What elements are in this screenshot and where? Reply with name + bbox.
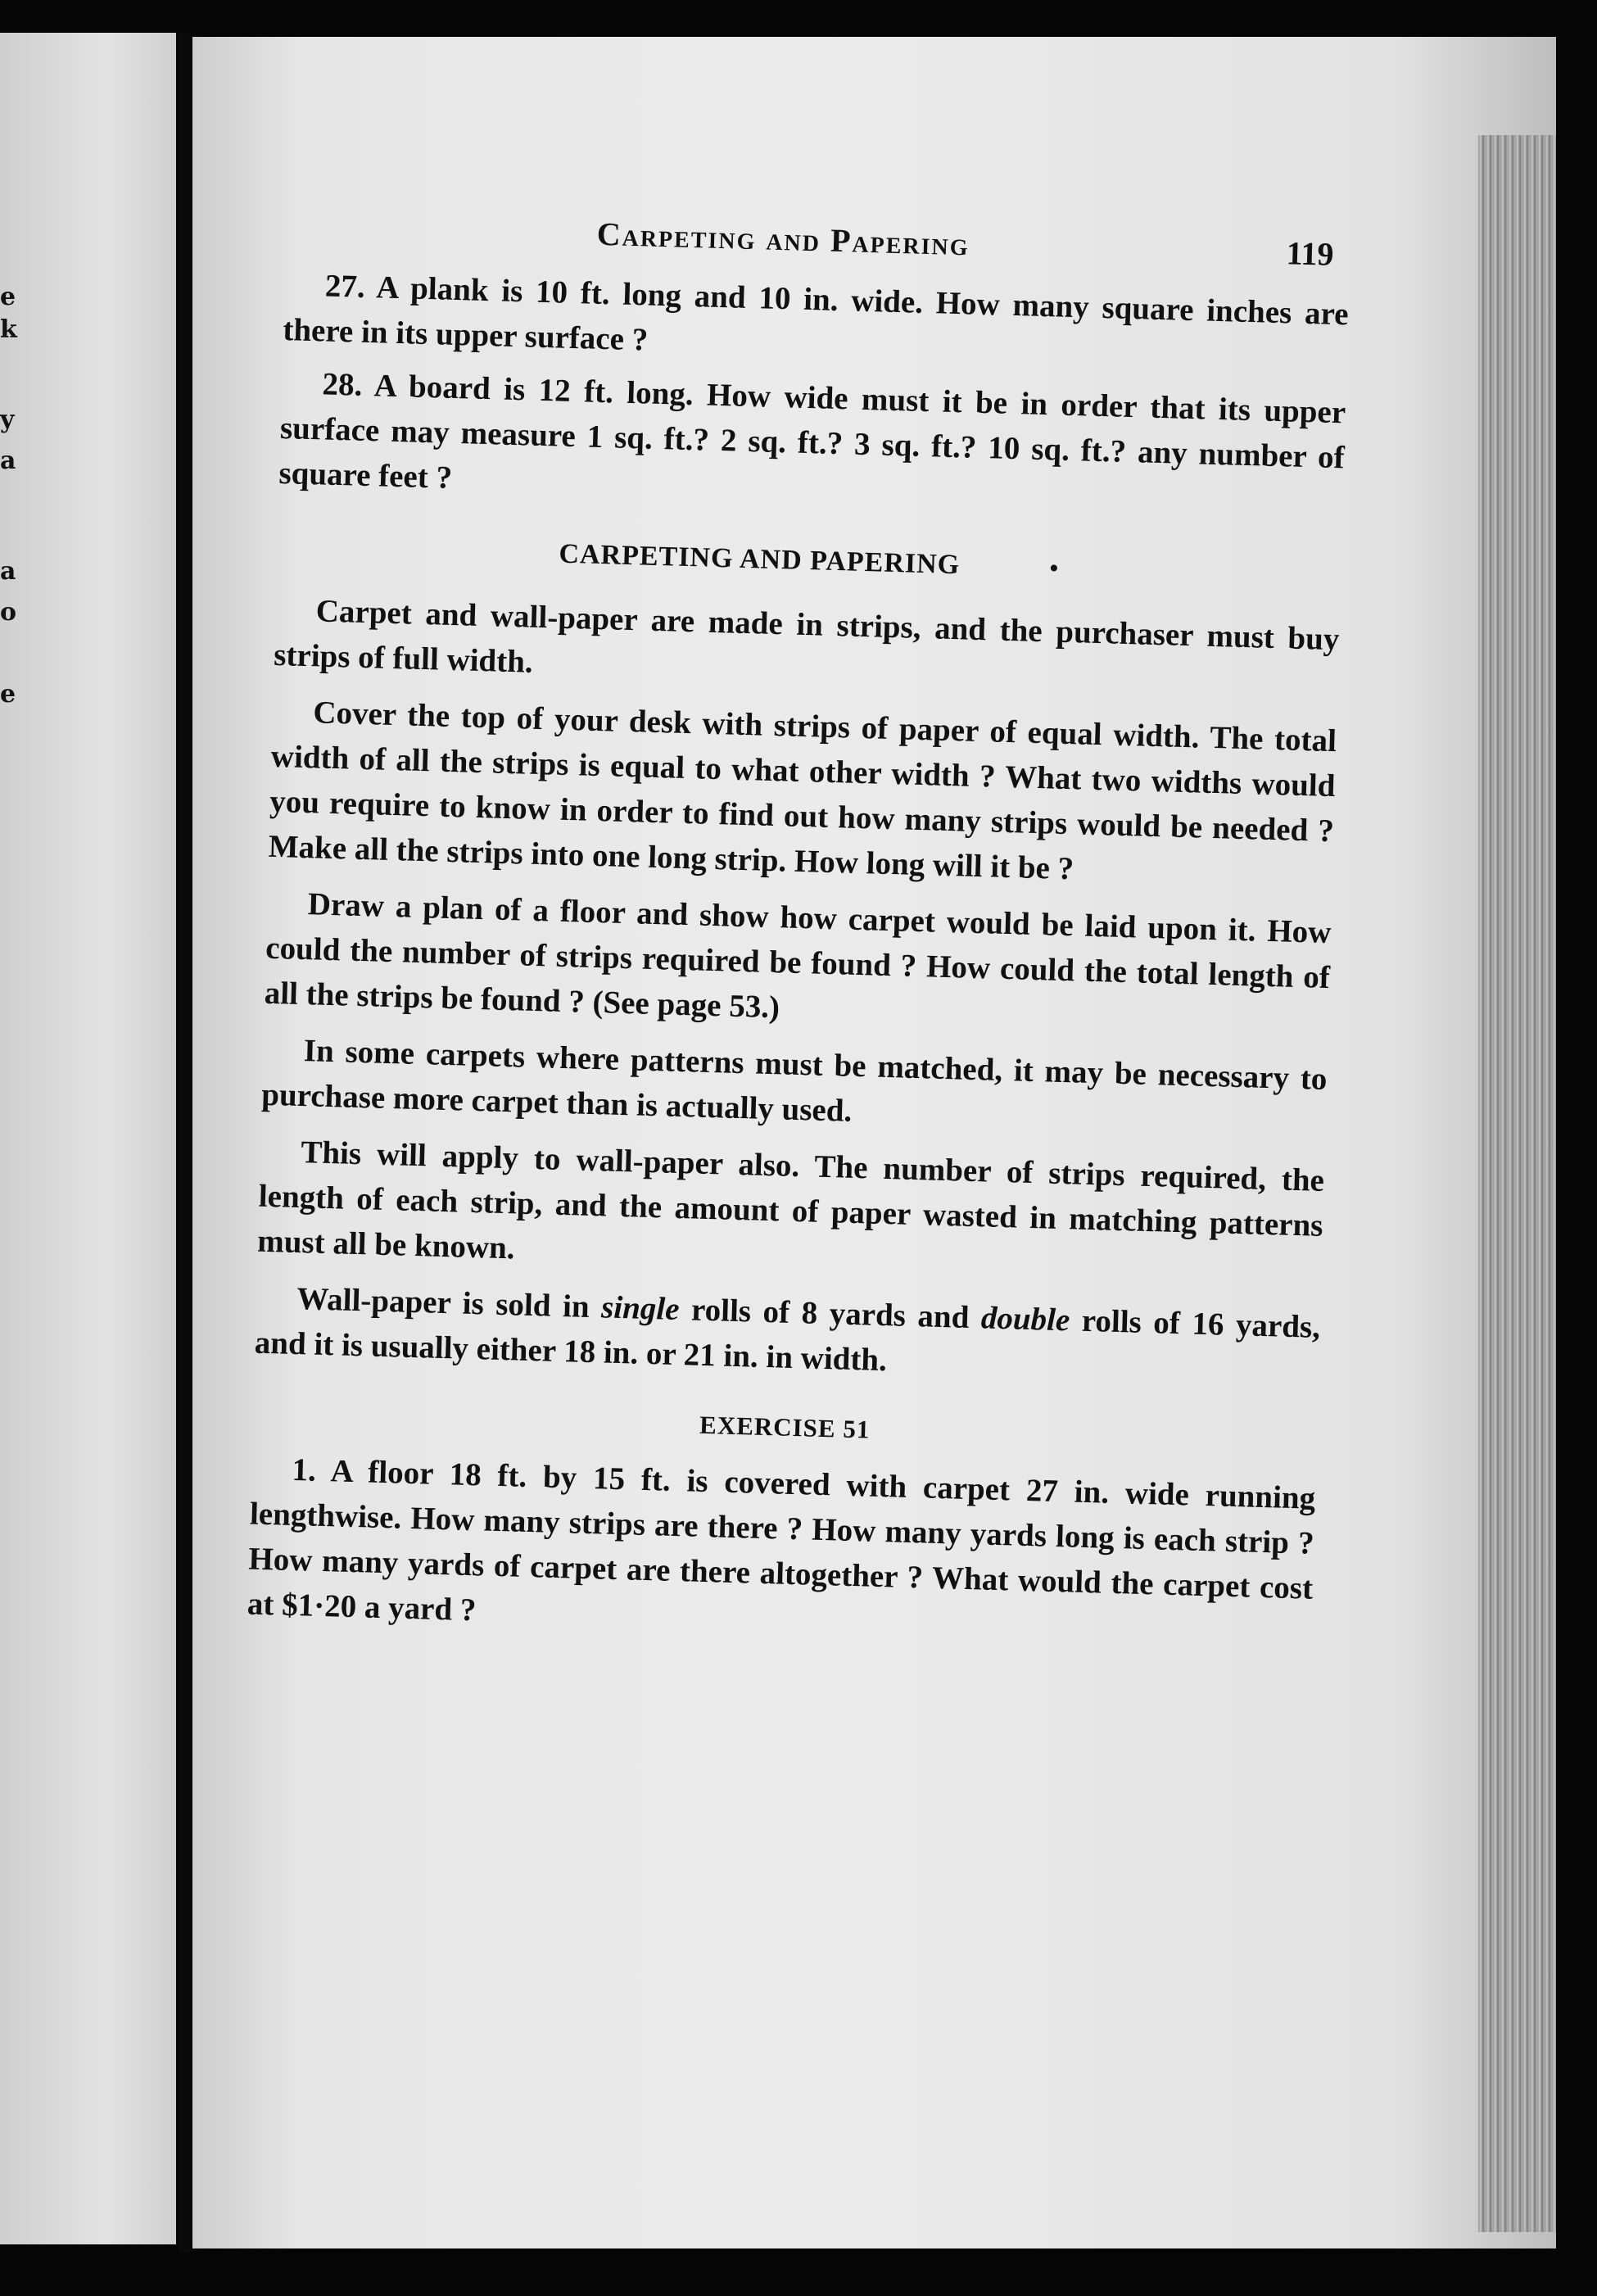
page-edge-texture bbox=[1478, 135, 1556, 2232]
paragraph-wallpaper-rolls bbox=[254, 1275, 1321, 1395]
wallpaper-text-2: rolls of 8 yards and bbox=[678, 1292, 982, 1336]
section-heading bbox=[276, 523, 1341, 599]
wallpaper-single: single bbox=[600, 1289, 681, 1328]
exercise-problem-1: 1. A floor 18 ft. by 15 ft. is covered with carpet 27 in. wide running lengthwise. How many strips are there ? How many yards long is each strip ? How many yards of carpet are there altogether ? What would the carpet cost at $1·20 a yard ? bbox=[247, 1451, 1316, 1628]
facing-page-fragment: o bbox=[0, 598, 17, 627]
paragraph-patterns: In some carpets where patterns must be matched, it may be necessary to purchase more carpet than is actually used. bbox=[260, 1033, 1328, 1129]
facing-page bbox=[0, 33, 176, 2244]
page-text-block bbox=[247, 202, 1350, 1664]
section-dot-mark: • bbox=[1049, 555, 1060, 582]
running-title: Carpeting and Papering bbox=[596, 215, 970, 263]
page-number: 119 bbox=[1286, 234, 1335, 273]
facing-page-fragment: y bbox=[0, 405, 15, 434]
problem-28: 28. A board is 12 ft. long. How wide must it be in order that its upper surface may measure 1 sq. ft.? 2 sq. ft.? 3 sq. ft.? 10 sq. ft.? any number of square feet ? bbox=[278, 366, 1346, 496]
wallpaper-text-3: rolls of 16 yards, and it is usually either 18 in. or 21 in. in width. bbox=[254, 1302, 1321, 1379]
facing-page-fragment: k bbox=[0, 315, 17, 344]
facing-page-fragment: a bbox=[0, 557, 16, 586]
facing-page-fragment: e bbox=[0, 283, 16, 311]
section-title: CARPETING AND PAPERING bbox=[558, 538, 961, 581]
exercise-heading: EXERCISE 51 bbox=[699, 1410, 871, 1444]
facing-page-fragment: a bbox=[0, 446, 16, 475]
paragraph-wallpaper-strips: This will apply to wall-paper also. The number of strips required, the length of each strip, and the amount of paper wasted in matching patterns must all be known. bbox=[256, 1134, 1325, 1266]
facing-page-fragment: e bbox=[0, 680, 16, 709]
paragraph-strips: Carpet and wall-paper are made in strips, and the purchaser must buy strips of full width. bbox=[273, 593, 1340, 680]
paragraph-desk-activity: Cover the top of your desk with strips of paper of equal width. The total width of all the strips is equal to what other width ? What two widths would you require to know in order to find out how many strips would be needed ? Make all the strips into one long strip. How long will it be ? bbox=[268, 695, 1337, 887]
wallpaper-text-1: Wall-paper is sold in bbox=[296, 1281, 602, 1325]
wallpaper-double: double bbox=[980, 1300, 1070, 1338]
book-spine-gutter bbox=[179, 33, 190, 2253]
paragraph-floor-plan: Draw a plan of a floor and show how carpet would be laid upon it. How could the number of strips required be found ? How could the total length of all the strips be found ? (See page 53.) bbox=[264, 886, 1332, 1026]
problem-27: 27. A plank is 10 ft. long and 10 in. wide. How many square inches are there in its upper surface ? bbox=[282, 268, 1350, 358]
